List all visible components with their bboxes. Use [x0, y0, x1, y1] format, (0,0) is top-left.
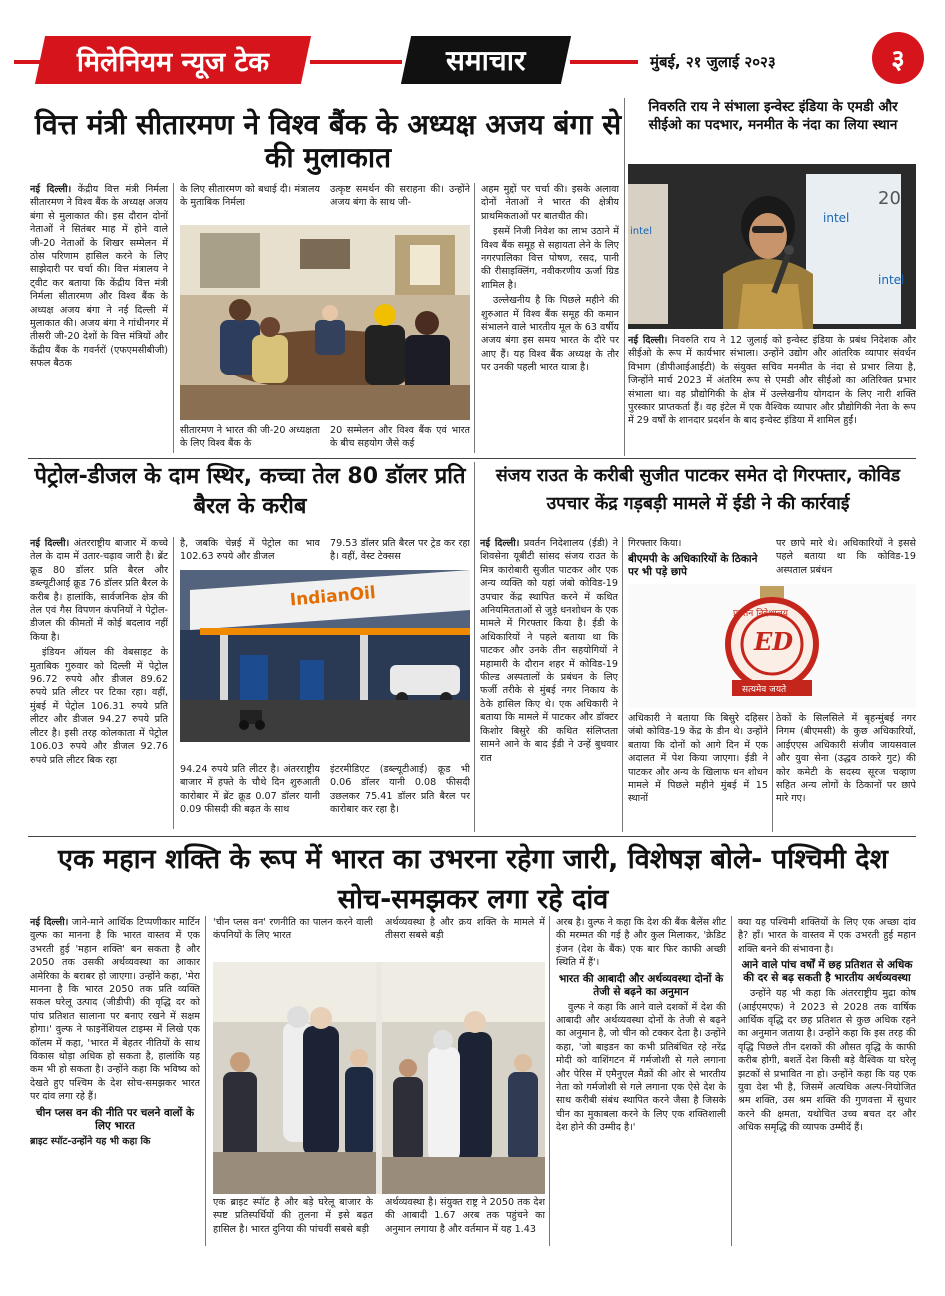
story5-col1: नई दिल्ली। जाने-माने आर्थिक टिप्पणीकार मार्टिन वुल्फ का मानना है कि भारत वास्तव में एक उभरती हुई 'महान शक्ति' बन सकता है और 2050 तक उसकी अर्थव्यवस्था का आकार अमेरिका के बराबर हो जाएगा। उन्होंने कहा, 'मेरा मानना है कि भारत 2050 तक प्रति व्यक्ति सकल घरेलू उत्पाद (जीडीपी) की वृद्धि दर को पांच प्रतिशत सालाना पर बनाए रखने में सक्षम होगा।' वुल्फ ने फाइनेंशियल टाइम्स में लिखे एक कॉलम में कहा, 'भारत में बेहतर नीतियों के साथ विकास थोड़ा अधिक हो सकता है, हालांकि यह कम भी हो सकता है। उन्होंने कहा कि भविष्य को देखते हुए पश्चिम के देश सोच-समझकर भारत पर दांव लगा रहे हैं। चीन प्लस वन की नीति पर चलने वालों के लिए भारत ब्राइट स्पॉट-उन्होंने यह भी कहा कि [30, 917, 200, 1147]
story2-body: नई दिल्ली। निवरुति राय ने 12 जुलाई को इन्वेस्ट इंडिया के प्रबंध निदेशक और सीईओ के रूप में कार्यभार संभाला। उन्होंने उद्योग और आंतरिक व्यापार संवर्धन विभाग (डीपीआईआईटी) के संयुक्त सचिव मनमीत के नंदा से प्रभार लिया है, जिन्होंने मार्च 2023 में अंतरिम रूप से एमडी और सीईओ का अतिरिक्त प्रभार संभाला था। वह प्रौद्योगिकी के क्षेत्र में उल्लेखनीय योगदान के लिए नारी शक्ति पुरस्कार प्राप्तकर्ता हैं। वह इंटेल में एक वैश्विक व्यापार और प्रौद्योगिकी नेता के रूप में 29 वर्षों के शानदार प्रदर्शन के बाद इन्वेस्ट इंडिया में शामिल हुईं। [628, 335, 916, 427]
story5-col2-top: 'चीन प्लस वन' रणनीति का पालन करने वाली कंपनियों के लिए भारत [213, 917, 373, 942]
story1-headline: वित्त मंत्री सीतारमण ने विश्व बैंक के अध्यक्ष अजय बंगा से की मुलाकात [34, 108, 622, 175]
story4-col3-top: पर छापे मारे थे। अधिकारियों ने इससे पहले बताया था कि कोविड-19 अस्पताल प्रबंधन [776, 538, 916, 576]
story1-col3-top: उत्कृष्ट समर्थन की सराहना की। उन्होंने अजय बंगा के साथ जी- [330, 184, 470, 209]
ed-emblem-photo [628, 584, 916, 708]
story5-col5: क्या यह पश्चिमी शक्तियों के लिए एक अच्छा दांव है? हाँ। भारत के वास्तव में एक उभरती हुई महान शक्ति बनने की संभावना है। आने वाले पांच वर्षों में छह प्रतिशत से अधिक की दर से बढ़ सकती है भारतीय अर्थव्यवस्था उन्होंने यह भी कहा कि अंतरराष्ट्रीय मुद्रा कोष (आईएमएफ) ने 2023 से 2028 तक वार्षिक आर्थिक वृद्धि दर छह प्रतिशत से कुछ अधिक रहने का अनुमान जताया है। उन्होंने कहा कि इस तरह की वृद्धि पिछले तीन दशकों की औसत वृद्धि के काफी करीब होगी, बशर्ते देश किसी बड़े वैश्विक या घरेलू झटकों से प्रभावित ना हो। उन्होंने कहा कि यह एक युवा देश भी है, जिसमें अत्यधिक अल्प-नियोजित श्रम शक्ति, उस श्रम शक्ति की गुणवत्ता में सुधार करने की क्षमता, यथोचित उच्च बचत दर और अधिक समृद्धि की व्यापक उम्मीदें हैं। [738, 917, 916, 1134]
page-number: ३ [872, 32, 924, 84]
story3-col2-top: है, जबकि चेन्नई में पेट्रोल का भाव 102.63 रुपये और डीजल [180, 538, 320, 563]
story4-headline: संजय राउत के करीबी सुजीत पाटकर समेत दो गिरफ्तार, कोविड उपचार केंद्र गड़बड़ी मामले में ईडी ने की कार्रवाई [495, 466, 901, 514]
story3-col3-top: 79.53 डॉलर प्रति बैरल पर ट्रेड कर रहा है। वहीं, वेस्ट टेक्सस [330, 538, 470, 563]
story5-hug-photo [213, 962, 545, 1194]
story1-col2-bottom: सीतारमण ने भारत की जी-20 अध्यक्षता के लिए विश्व बैंक के [180, 425, 320, 450]
story2-speaker-photo [628, 164, 916, 329]
story4-col2-bottom: अधिकारी ने बताया कि बिसुरे दहिसर जंबो कोविड-19 केंद्र के डीन थे। उन्होंने बताया कि दोनों को आगे दिन में एक अदालत में पेश किया जाएगा। ईडी ने पाटकर और अन्य के खिलाफ धन शोधन मामले में पिछले महीने मुंबई में 15 स्थानों [628, 713, 768, 805]
story3-headline: पेट्रोल-डीजल के दाम स्थिर, कच्चा तेल 80 डॉलर प्रति बैरल के करीब [34, 464, 466, 519]
story1-meeting-photo [180, 225, 470, 420]
story5-col3-bottom: अर्थव्यवस्था है। संयुक्त राष्ट्र ने 2050 तक देश की आबादी 1.67 अरब तक पहुंचने का अनुमान लगाया है और वर्तमान में यह 1.43 [385, 1197, 545, 1235]
story5-col2-bottom: एक ब्राइट स्पॉट है और बड़े घरेलू बाजार के स्पष्ट प्रतिस्पर्धियों की तुलना में इसे बढ़त हासिल है। भारत दुनिया की पांचवीं सबसे बड़ी [213, 1197, 373, 1235]
svg-text:ED: ED [754, 627, 794, 656]
story2-headline: निवरुति राय ने संभाला इन्वेस्ट इंडिया के एमडी और सीईओ का पदभार, मनमीत के नंदा का लिया स्थान [648, 99, 898, 133]
story3-col3-bottom: इंटरमीडिएट (डब्ल्यूटीआई) क्रूड भी 0.06 डॉलर यानी 0.08 फीसदी उछलकर 75.41 डॉलर प्रति बैरल पर कारोबार कर रहा है। [330, 764, 470, 816]
emblem-motto: सत्यमेव जयते [742, 685, 787, 695]
story1-col1: नई दिल्ली। केंद्रीय वित्त मंत्री निर्मला सीतारमण ने विश्व बैंक के अध्यक्ष अजय बंगा से मुलाकात की। इस दौरान दोनों नेताओं ने सितंबर माह में होने वाले जी-20 नेताओं के शिखर सम्मेलन में ठोस परिणाम हासिल करने के लिए साझेदारी पर चर्चा की। वित्त मंत्रालय ने ट्वीट कर बताया कि केंद्रीय वित्त मंत्री निर्मला सीतारमण और विश्व बैंक के अध्यक्ष अजय बंगा ने नई दिल्ली में मुलाकात की। अजय बंगा ने गांधीनगर में तीसरी जी-20 देशों के वित्त मंत्रियों और केंद्रीय बैंक के गवर्नरों (एफएमसीबीजी) सफल बैठक [30, 184, 168, 370]
petrol-pump-sign: IndianOil [289, 583, 377, 611]
story4-col1: नई दिल्ली। प्रवर्तन निदेशालय (ईडी) ने शिवसेना यूबीटी सांसद संजय राउत के मित्र कारोबारी सुजीत पाटकर और एक अन्य व्यक्ति को यहां जंबो कोविड-19 उपचार केंद्र स्थापित करने में कथित अनियमितताओं से जुड़े धनशोधन के एक मामले में गिरफ्तार किया है। ईडी के अधिकारियों ने पहले बताया था कि पाटकर और उनके तीन सहयोगियों ने महामारी के दौरान शहर में कोविड-19 फील्ड अस्पतालों के प्रबंधन के लिए फर्जी तरीके से मुंबई नगर निकाय के ठेके हासिल किए थे। एक अधिकारी ने बताया कि मामले में पाटकर और डॉक्टर किशोर बिसुरे की कथित संलिप्तता सामने आने के बाद ईडी ने उन्हें बुधवार रात [480, 538, 618, 764]
story4-col3-bottom: ठेकों के सिलसिले में बृहन्मुंबई नगर निगम (बीएमसी) के कुछ अधिकारियों, आईएएस अधिकारी संजीव जायसवाल और युवा सेना (उद्धव ठाकरे गुट) की कोर कमेटी के सदस्य सूरज चव्हाण सहित अन्य लोगों के ठिकानों पर छापे मारे गए। [776, 713, 916, 805]
story3-col1: नई दिल्ली। अंतरराष्ट्रीय बाजार में कच्चे तेल के दाम में उतार-चढ़ाव जारी है। ब्रेंट क्रूड 80 डॉलर प्रति बैरल और डब्ल्यूटीआई क्रूड 76 डॉलर प्रति बैरल के करीब है। हालांकि, सार्वजनिक क्षेत्र की तेल एवं गैस विपणन कंपनियों ने पेट्रोल-डीजल की कीमतों में कोई बदलाव नहीं किया है। इंडियन ऑयल की वेबसाइट के मुताबिक गुरुवार को दिल्ली में पेट्रोल 96.72 रुपये और डीजल 89.62 रुपये प्रति लीटर पर टिका रहा। वहीं, मुंबई में पेट्रोल 106.31 रुपये प्रति लीटर और डीजल 94.27 रुपये प्रति लीटर है। इसी तरह कोलकाता में पेट्रोल 106.03 रुपये और डीजल 92.76 रुपये प्रति लीटर बिक रहा [30, 538, 168, 766]
story1-col2-top: के लिए सीतारमण को बधाई दी। मंत्रालय के मुताबिक निर्मला [180, 184, 320, 209]
dateline: मुंबई, २१ जुलाई २०२३ [650, 53, 776, 71]
svg-text:intel: intel [823, 211, 850, 225]
publication-brand: मिलेनियम न्यूज टेक [35, 36, 311, 84]
story3-col2-bottom: 94.24 रुपये प्रति लीटर है। अंतरराष्ट्रीय बाजार में हफ्ते के चौथे दिन शुरुआती कारोबार में ब्रेंट क्रूड 0.07 डॉलर यानी 0.09 फीसदी की बढ़त के साथ [180, 764, 320, 816]
masthead-rule [310, 60, 402, 64]
story5-col3-top: अर्थव्यवस्था है और क्रय शक्ति के मामले में तीसरा सबसे बड़ी [385, 917, 545, 942]
section-label: समाचार [401, 36, 571, 84]
masthead [14, 18, 930, 98]
svg-text:intel: intel [630, 226, 652, 237]
masthead-rule [570, 60, 638, 64]
story5-headline: एक महान शक्ति के रूप में भारत का उभरना रहेगा जारी, विशेषज्ञ बोले- पश्चिमी देश सोच-समझकर लगा रहे दांव [58, 844, 888, 915]
svg-text:intel: intel [878, 273, 905, 287]
emblem-text: प्रवर्तन निदेशालय [733, 609, 788, 619]
story5-col4: अरब है। वुल्फ ने कहा कि देश की बैंक बैलेंस शीट की मरम्मत की गई है और कुल मिलाकर, 'क्रेडिट इंजन (देश के बैंक) एक बार फिर काफी अच्छी स्थिति में हैं'। भारत की आबादी और अर्थव्यवस्था दोनों के तेजी से बढ़ने का अनुमान वुल्फ ने कहा कि आने वाले दशकों में देश की आबादी और अर्थव्यवस्था दोनों के तेजी से बढ़ने का अनुमान है, जो चीन को टक्कर देता है। उन्होंने कहा, 'जो बाइडन का कभी प्रतिबंधित रहे नरेंद्र मोदी को वाशिंगटन में गर्मजोशी से गले लगाना और पेरिस में एमैनुएल मैक्रों की ओर से भारतीय नेता को गर्मजोशी से गले लगाना एक ऐसे देश के साथ करीबी संबंध स्थापित करने जैसा है जिसके चीन का मुकाबला करने के लिए एक शक्तिशाली देश होने की उम्मीद है।' [556, 917, 726, 1134]
svg-text:20: 20 [878, 188, 901, 209]
story1-col4: अहम मुद्दों पर चर्चा की। इसके अलावा दोनों नेताओं ने भारत की क्षेत्रीय प्राथमिकताओं पर बातचीत की। इसमें निजी निवेश का लाभ उठाने में विश्व बैंक समूह से सहायता लेने के लिए नगरपालिका वित्त पोषण, रसद, पानी की रीसाइक्लिंग, नवीकरणीय ऊर्जा ग्रिड शामिल है। उल्लेखनीय है कि पिछले महीने की शुरुआत में विश्व बैंक समूह की कमान संभालने वाले भारतीय मूल के 63 वर्षीय अजय बंगा इस समय भारत के दौरे पर आए हैं। यह विश्व बैंक अध्यक्ष के तौर पर उनकी पहली भारत यात्रा है। [481, 184, 619, 374]
story3-petrol-pump-photo [180, 570, 470, 742]
story1-col3-bottom: 20 सम्मेलन और विश्व बैंक एवं भारत के बीच सहयोग जैसे कई [330, 425, 470, 450]
story4-col2-top: गिरफ्तार किया। बीएमपी के अधिकारियों के ठिकाने पर भी पड़े छापे [628, 538, 758, 579]
